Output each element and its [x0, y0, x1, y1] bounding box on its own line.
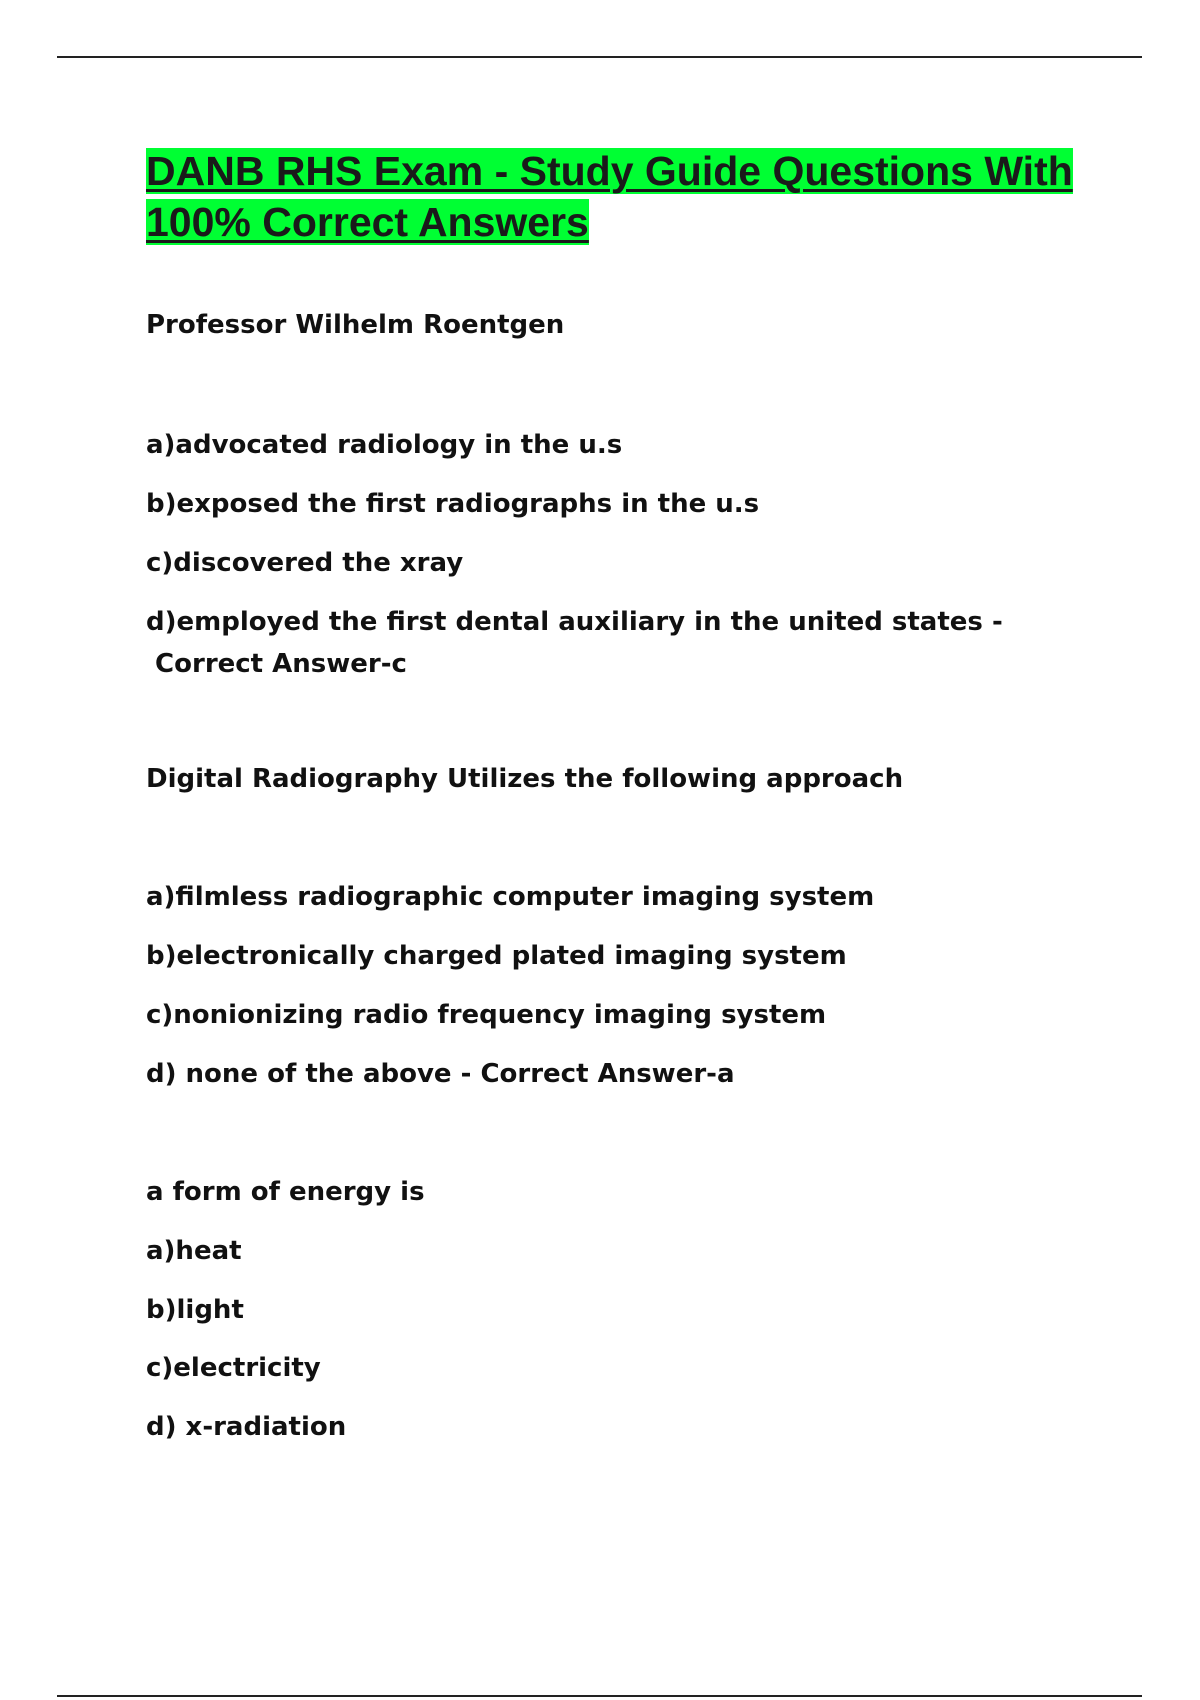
document-title [146, 146, 1086, 248]
answer-option: c)discovered the xray [146, 548, 464, 578]
question-prompt: Digital Radiography Utilizes the following approach [146, 764, 904, 794]
footer-rule [57, 1695, 1142, 1697]
answer-option: b)electronically charged plated imaging system [146, 941, 847, 971]
document-body [146, 146, 1086, 248]
question-prompt: Professor Wilhelm Roentgen [146, 310, 565, 340]
answer-option: d) none of the above - Correct Answer-a [146, 1059, 735, 1089]
answer-option: c)nonionizing radio frequency imaging system [146, 1000, 827, 1030]
answer-option: b)exposed the first radiographs in the u.s [146, 489, 760, 519]
answer-option: a)filmless radiographic computer imaging system [146, 882, 875, 912]
answer-option: d) x-radiation [146, 1412, 347, 1442]
answer-option: a)heat [146, 1236, 242, 1266]
question-prompt: a form of energy is [146, 1177, 425, 1207]
answer-option: c)electricity [146, 1353, 321, 1383]
answer-option: d)employed the first dental auxiliary in the united states - [146, 607, 1003, 637]
correct-answer: Correct Answer-c [146, 649, 407, 679]
answer-option: a)advocated radiology in the u.s [146, 430, 623, 460]
document-title-text: DANB RHS Exam - Study Guide Questions With 100% Correct Answers [146, 148, 1073, 245]
header-rule [57, 56, 1142, 58]
answer-option: b)light [146, 1295, 244, 1325]
